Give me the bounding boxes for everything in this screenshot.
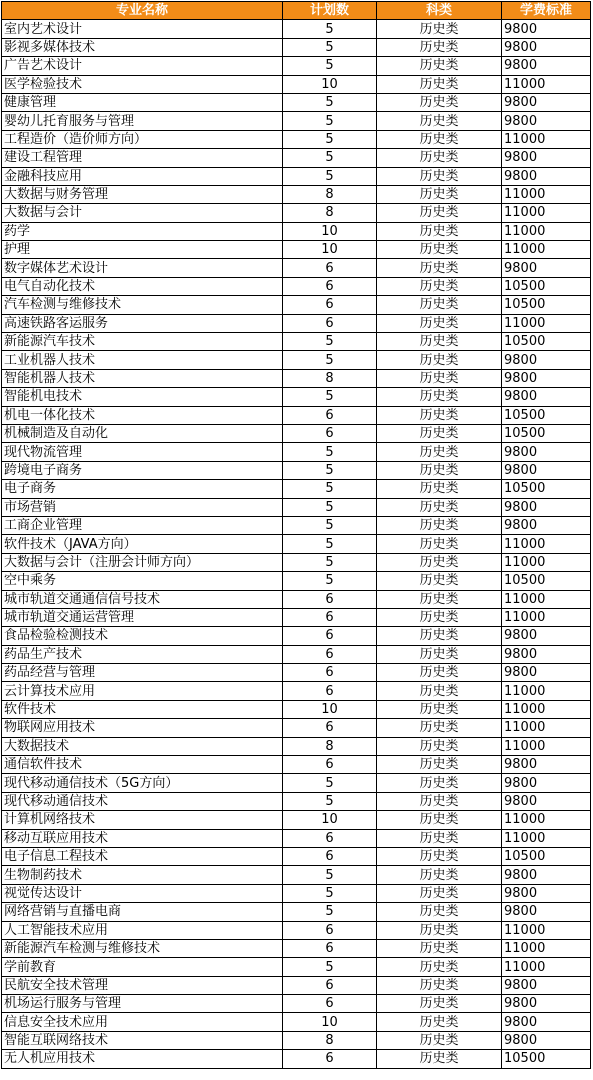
table-row bbox=[2, 259, 591, 277]
major-name-cell: 室内艺术设计 bbox=[2, 20, 283, 38]
table-row bbox=[2, 130, 591, 148]
table-row bbox=[2, 1013, 591, 1031]
plan-count-cell: 5 bbox=[283, 480, 377, 498]
subject-category-cell: 历史类 bbox=[377, 939, 502, 957]
subject-category-cell: 历史类 bbox=[377, 719, 502, 737]
table-row bbox=[2, 627, 591, 645]
plan-count-cell: 6 bbox=[283, 406, 377, 424]
tuition-cell: 9800 bbox=[502, 461, 591, 479]
major-name-cell: 金融科技应用 bbox=[2, 167, 283, 185]
plan-count-cell: 5 bbox=[283, 516, 377, 534]
major-name-cell: 学前教育 bbox=[2, 958, 283, 976]
subject-category-cell: 历史类 bbox=[377, 847, 502, 865]
tuition-cell: 9800 bbox=[502, 884, 591, 902]
table-row bbox=[2, 167, 591, 185]
table-row bbox=[2, 406, 591, 424]
table-row bbox=[2, 498, 591, 516]
major-name-cell: 大数据与会计 bbox=[2, 204, 283, 222]
table-row bbox=[2, 480, 591, 498]
major-name-cell: 电子商务 bbox=[2, 480, 283, 498]
table-row bbox=[2, 296, 591, 314]
major-name-cell: 计算机网络技术 bbox=[2, 811, 283, 829]
tuition-cell: 9800 bbox=[502, 112, 591, 130]
tuition-cell: 9800 bbox=[502, 1013, 591, 1031]
subject-category-cell: 历史类 bbox=[377, 664, 502, 682]
major-name-cell: 软件技术 bbox=[2, 700, 283, 718]
plan-count-cell: 6 bbox=[283, 608, 377, 626]
subject-category-cell: 历史类 bbox=[377, 737, 502, 755]
tuition-cell: 11000 bbox=[502, 241, 591, 259]
major-name-cell: 信息安全技术应用 bbox=[2, 1013, 283, 1031]
tuition-cell: 9800 bbox=[502, 149, 591, 167]
tuition-cell: 9800 bbox=[502, 38, 591, 56]
major-name-cell: 电气自动化技术 bbox=[2, 277, 283, 295]
subject-category-cell: 历史类 bbox=[377, 333, 502, 351]
table-row bbox=[2, 700, 591, 718]
tuition-cell: 9800 bbox=[502, 369, 591, 387]
major-name-cell: 机场运行服务与管理 bbox=[2, 995, 283, 1013]
plan-count-cell: 5 bbox=[283, 572, 377, 590]
major-name-cell: 城市轨道交通运营管理 bbox=[2, 608, 283, 626]
plan-count-cell: 5 bbox=[283, 388, 377, 406]
major-name-cell: 护理 bbox=[2, 241, 283, 259]
major-name-cell: 广告艺术设计 bbox=[2, 57, 283, 75]
plan-count-cell: 5 bbox=[283, 130, 377, 148]
subject-category-cell: 历史类 bbox=[377, 884, 502, 902]
table-row bbox=[2, 884, 591, 902]
tuition-cell: 9800 bbox=[502, 995, 591, 1013]
major-name-cell: 机械制造及自动化 bbox=[2, 424, 283, 442]
table-row bbox=[2, 866, 591, 884]
subject-category-cell: 历史类 bbox=[377, 516, 502, 534]
plan-count-cell: 5 bbox=[283, 93, 377, 111]
subject-category-cell: 历史类 bbox=[377, 130, 502, 148]
tuition-cell: 11000 bbox=[502, 314, 591, 332]
major-name-cell: 软件技术（JAVA方向） bbox=[2, 535, 283, 553]
plan-count-cell: 6 bbox=[283, 847, 377, 865]
major-name-cell: 生物制药技术 bbox=[2, 866, 283, 884]
subject-category-cell: 历史类 bbox=[377, 424, 502, 442]
plan-count-cell: 6 bbox=[283, 277, 377, 295]
major-name-cell: 跨境电子商务 bbox=[2, 461, 283, 479]
table-row bbox=[2, 792, 591, 810]
plan-count-cell: 10 bbox=[283, 811, 377, 829]
plan-count-cell: 5 bbox=[283, 38, 377, 56]
tuition-cell: 10500 bbox=[502, 277, 591, 295]
subject-category-cell: 历史类 bbox=[377, 792, 502, 810]
subject-category-cell: 历史类 bbox=[377, 406, 502, 424]
major-name-cell: 智能互联网络技术 bbox=[2, 1031, 283, 1049]
plan-count-cell: 5 bbox=[283, 57, 377, 75]
plan-count-cell: 5 bbox=[283, 112, 377, 130]
table-row bbox=[2, 93, 591, 111]
tuition-cell: 11000 bbox=[502, 682, 591, 700]
plan-count-cell: 6 bbox=[283, 259, 377, 277]
plan-count-cell: 8 bbox=[283, 204, 377, 222]
tuition-cell: 9800 bbox=[502, 774, 591, 792]
plan-count-cell: 6 bbox=[283, 939, 377, 957]
major-name-cell: 城市轨道交通通信信号技术 bbox=[2, 590, 283, 608]
plan-count-cell: 8 bbox=[283, 1031, 377, 1049]
major-name-cell: 智能机电技术 bbox=[2, 388, 283, 406]
subject-category-cell: 历史类 bbox=[377, 1031, 502, 1049]
tuition-cell: 10500 bbox=[502, 333, 591, 351]
table-row bbox=[2, 756, 591, 774]
tuition-cell: 11000 bbox=[502, 222, 591, 240]
plan-count-cell: 5 bbox=[283, 461, 377, 479]
subject-category-cell: 历史类 bbox=[377, 167, 502, 185]
major-name-cell: 大数据与财务管理 bbox=[2, 185, 283, 203]
major-name-cell: 人工智能技术应用 bbox=[2, 921, 283, 939]
table-row bbox=[2, 903, 591, 921]
plan-count-cell: 10 bbox=[283, 241, 377, 259]
subject-category-cell: 历史类 bbox=[377, 553, 502, 571]
plan-count-cell: 5 bbox=[283, 498, 377, 516]
table-row bbox=[2, 535, 591, 553]
subject-category-cell: 历史类 bbox=[377, 535, 502, 553]
table-row bbox=[2, 351, 591, 369]
subject-category-cell: 历史类 bbox=[377, 149, 502, 167]
subject-category-cell: 历史类 bbox=[377, 369, 502, 387]
plan-count-cell: 6 bbox=[283, 296, 377, 314]
plan-count-cell: 10 bbox=[283, 75, 377, 93]
header-major-name: 专业名称 bbox=[2, 2, 283, 20]
tuition-cell: 11000 bbox=[502, 939, 591, 957]
tuition-cell: 11000 bbox=[502, 608, 591, 626]
subject-category-cell: 历史类 bbox=[377, 645, 502, 663]
subject-category-cell: 历史类 bbox=[377, 204, 502, 222]
header-subject-category: 科类 bbox=[377, 2, 502, 20]
plan-count-cell: 8 bbox=[283, 185, 377, 203]
plan-count-cell: 5 bbox=[283, 149, 377, 167]
plan-count-cell: 6 bbox=[283, 756, 377, 774]
major-name-cell: 新能源汽车检测与维修技术 bbox=[2, 939, 283, 957]
major-name-cell: 高速铁路客运服务 bbox=[2, 314, 283, 332]
table-row bbox=[2, 204, 591, 222]
tuition-cell: 10500 bbox=[502, 847, 591, 865]
plan-count-cell: 5 bbox=[283, 20, 377, 38]
plan-count-cell: 5 bbox=[283, 351, 377, 369]
major-name-cell: 食品检验检测技术 bbox=[2, 627, 283, 645]
plan-count-cell: 6 bbox=[283, 682, 377, 700]
major-name-cell: 建设工程管理 bbox=[2, 149, 283, 167]
major-name-cell: 工商企业管理 bbox=[2, 516, 283, 534]
major-name-cell: 机电一体化技术 bbox=[2, 406, 283, 424]
table-row bbox=[2, 149, 591, 167]
header-tuition: 学费标准 bbox=[502, 2, 591, 20]
plan-count-cell: 6 bbox=[283, 424, 377, 442]
table-header-row bbox=[2, 2, 591, 20]
subject-category-cell: 历史类 bbox=[377, 185, 502, 203]
table-row bbox=[2, 976, 591, 994]
subject-category-cell: 历史类 bbox=[377, 995, 502, 1013]
subject-category-cell: 历史类 bbox=[377, 222, 502, 240]
major-name-cell: 网络营销与直播电商 bbox=[2, 903, 283, 921]
subject-category-cell: 历史类 bbox=[377, 829, 502, 847]
subject-category-cell: 历史类 bbox=[377, 756, 502, 774]
subject-category-cell: 历史类 bbox=[377, 241, 502, 259]
table-row bbox=[2, 645, 591, 663]
major-name-cell: 汽车检测与维修技术 bbox=[2, 296, 283, 314]
major-name-cell: 大数据与会计（注册会计师方向） bbox=[2, 553, 283, 571]
tuition-cell: 11000 bbox=[502, 535, 591, 553]
subject-category-cell: 历史类 bbox=[377, 811, 502, 829]
table-row bbox=[2, 921, 591, 939]
subject-category-cell: 历史类 bbox=[377, 866, 502, 884]
subject-category-cell: 历史类 bbox=[377, 608, 502, 626]
tuition-cell: 11000 bbox=[502, 958, 591, 976]
tuition-cell: 11000 bbox=[502, 130, 591, 148]
table-row bbox=[2, 461, 591, 479]
table-row bbox=[2, 608, 591, 626]
table-row bbox=[2, 57, 591, 75]
major-name-cell: 药品经营与管理 bbox=[2, 664, 283, 682]
plan-count-cell: 5 bbox=[283, 167, 377, 185]
major-name-cell: 工业机器人技术 bbox=[2, 351, 283, 369]
plan-count-cell: 6 bbox=[283, 921, 377, 939]
major-name-cell: 现代移动通信技术（5G方向） bbox=[2, 774, 283, 792]
tuition-cell: 9800 bbox=[502, 167, 591, 185]
subject-category-cell: 历史类 bbox=[377, 75, 502, 93]
subject-category-cell: 历史类 bbox=[377, 57, 502, 75]
table-row bbox=[2, 847, 591, 865]
subject-category-cell: 历史类 bbox=[377, 572, 502, 590]
plan-count-cell: 10 bbox=[283, 222, 377, 240]
subject-category-cell: 历史类 bbox=[377, 480, 502, 498]
major-name-cell: 电子信息工程技术 bbox=[2, 847, 283, 865]
plan-count-cell: 6 bbox=[283, 645, 377, 663]
table-row bbox=[2, 572, 591, 590]
major-name-cell: 药学 bbox=[2, 222, 283, 240]
table-row bbox=[2, 424, 591, 442]
tuition-cell: 9800 bbox=[502, 93, 591, 111]
major-name-cell: 空中乘务 bbox=[2, 572, 283, 590]
tuition-cell: 9800 bbox=[502, 259, 591, 277]
tuition-cell: 10500 bbox=[502, 296, 591, 314]
tuition-cell: 9800 bbox=[502, 903, 591, 921]
tuition-cell: 9800 bbox=[502, 792, 591, 810]
tuition-cell: 11000 bbox=[502, 590, 591, 608]
table-row bbox=[2, 75, 591, 93]
plan-count-cell: 6 bbox=[283, 995, 377, 1013]
major-name-cell: 婴幼儿托育服务与管理 bbox=[2, 112, 283, 130]
major-name-cell: 健康管理 bbox=[2, 93, 283, 111]
tuition-cell: 11000 bbox=[502, 204, 591, 222]
major-name-cell: 大数据技术 bbox=[2, 737, 283, 755]
major-name-cell: 民航安全技术管理 bbox=[2, 976, 283, 994]
subject-category-cell: 历史类 bbox=[377, 1013, 502, 1031]
plan-count-cell: 8 bbox=[283, 369, 377, 387]
plan-count-cell: 5 bbox=[283, 958, 377, 976]
table-row bbox=[2, 737, 591, 755]
tuition-cell: 9800 bbox=[502, 351, 591, 369]
tuition-cell: 9800 bbox=[502, 664, 591, 682]
plan-count-cell: 6 bbox=[283, 829, 377, 847]
table-row bbox=[2, 811, 591, 829]
subject-category-cell: 历史类 bbox=[377, 38, 502, 56]
plan-count-cell: 6 bbox=[283, 627, 377, 645]
major-name-cell: 智能机器人技术 bbox=[2, 369, 283, 387]
subject-category-cell: 历史类 bbox=[377, 314, 502, 332]
subject-category-cell: 历史类 bbox=[377, 590, 502, 608]
tuition-cell: 11000 bbox=[502, 921, 591, 939]
table-row bbox=[2, 939, 591, 957]
tuition-cell: 9800 bbox=[502, 866, 591, 884]
tuition-cell: 11000 bbox=[502, 75, 591, 93]
tuition-cell: 9800 bbox=[502, 498, 591, 516]
tuition-cell: 10500 bbox=[502, 480, 591, 498]
plan-count-cell: 5 bbox=[283, 774, 377, 792]
major-name-cell: 影视多媒体技术 bbox=[2, 38, 283, 56]
table-row bbox=[2, 20, 591, 38]
major-name-cell: 工程造价（造价师方向） bbox=[2, 130, 283, 148]
major-name-cell: 移动互联应用技术 bbox=[2, 829, 283, 847]
tuition-cell: 9800 bbox=[502, 756, 591, 774]
subject-category-cell: 历史类 bbox=[377, 112, 502, 130]
major-name-cell: 现代移动通信技术 bbox=[2, 792, 283, 810]
plan-count-cell: 10 bbox=[283, 1013, 377, 1031]
table-row bbox=[2, 38, 591, 56]
major-name-cell: 通信软件技术 bbox=[2, 756, 283, 774]
subject-category-cell: 历史类 bbox=[377, 93, 502, 111]
subject-category-cell: 历史类 bbox=[377, 259, 502, 277]
tuition-cell: 9800 bbox=[502, 627, 591, 645]
table-row bbox=[2, 1031, 591, 1049]
subject-category-cell: 历史类 bbox=[377, 627, 502, 645]
tuition-cell: 11000 bbox=[502, 737, 591, 755]
major-name-cell: 现代物流管理 bbox=[2, 443, 283, 461]
major-name-cell: 药品生产技术 bbox=[2, 645, 283, 663]
plan-count-cell: 6 bbox=[283, 1050, 377, 1068]
subject-category-cell: 历史类 bbox=[377, 461, 502, 479]
table-row bbox=[2, 369, 591, 387]
plan-count-cell: 5 bbox=[283, 903, 377, 921]
table-row bbox=[2, 1050, 591, 1068]
table-row bbox=[2, 185, 591, 203]
major-name-cell: 医学检验技术 bbox=[2, 75, 283, 93]
table-row bbox=[2, 553, 591, 571]
subject-category-cell: 历史类 bbox=[377, 700, 502, 718]
table-row bbox=[2, 314, 591, 332]
plan-count-cell: 6 bbox=[283, 719, 377, 737]
table-row bbox=[2, 277, 591, 295]
tuition-cell: 9800 bbox=[502, 645, 591, 663]
tuition-cell: 11000 bbox=[502, 185, 591, 203]
plan-count-cell: 6 bbox=[283, 314, 377, 332]
subject-category-cell: 历史类 bbox=[377, 1050, 502, 1068]
subject-category-cell: 历史类 bbox=[377, 443, 502, 461]
tuition-cell: 11000 bbox=[502, 719, 591, 737]
plan-count-cell: 10 bbox=[283, 700, 377, 718]
subject-category-cell: 历史类 bbox=[377, 296, 502, 314]
subject-category-cell: 历史类 bbox=[377, 498, 502, 516]
header-plan-count: 计划数 bbox=[283, 2, 377, 20]
table-row bbox=[2, 443, 591, 461]
table-row bbox=[2, 241, 591, 259]
subject-category-cell: 历史类 bbox=[377, 958, 502, 976]
major-name-cell: 新能源汽车技术 bbox=[2, 333, 283, 351]
plan-count-cell: 8 bbox=[283, 737, 377, 755]
tuition-cell: 11000 bbox=[502, 553, 591, 571]
table-row bbox=[2, 333, 591, 351]
plan-count-cell: 5 bbox=[283, 535, 377, 553]
major-name-cell: 云计算技术应用 bbox=[2, 682, 283, 700]
plan-count-cell: 6 bbox=[283, 590, 377, 608]
table-row bbox=[2, 112, 591, 130]
subject-category-cell: 历史类 bbox=[377, 351, 502, 369]
plan-count-cell: 5 bbox=[283, 553, 377, 571]
tuition-cell: 9800 bbox=[502, 20, 591, 38]
table-row bbox=[2, 995, 591, 1013]
table-row bbox=[2, 222, 591, 240]
table-row bbox=[2, 829, 591, 847]
major-name-cell: 物联网应用技术 bbox=[2, 719, 283, 737]
table-row bbox=[2, 516, 591, 534]
major-name-cell: 视觉传达设计 bbox=[2, 884, 283, 902]
plan-count-cell: 5 bbox=[283, 333, 377, 351]
plan-count-cell: 5 bbox=[283, 866, 377, 884]
tuition-cell: 10500 bbox=[502, 424, 591, 442]
tuition-cell: 11000 bbox=[502, 811, 591, 829]
major-name-cell: 无人机应用技术 bbox=[2, 1050, 283, 1068]
plan-count-cell: 6 bbox=[283, 976, 377, 994]
tuition-cell: 9800 bbox=[502, 976, 591, 994]
subject-category-cell: 历史类 bbox=[377, 20, 502, 38]
tuition-cell: 10500 bbox=[502, 406, 591, 424]
subject-category-cell: 历史类 bbox=[377, 388, 502, 406]
tuition-cell: 9800 bbox=[502, 1031, 591, 1049]
subject-category-cell: 历史类 bbox=[377, 921, 502, 939]
major-name-cell: 市场营销 bbox=[2, 498, 283, 516]
subject-category-cell: 历史类 bbox=[377, 976, 502, 994]
tuition-cell: 11000 bbox=[502, 700, 591, 718]
table-row bbox=[2, 590, 591, 608]
subject-category-cell: 历史类 bbox=[377, 903, 502, 921]
tuition-cell: 10500 bbox=[502, 1050, 591, 1068]
tuition-cell: 9800 bbox=[502, 388, 591, 406]
tuition-cell: 11000 bbox=[502, 829, 591, 847]
table-row bbox=[2, 774, 591, 792]
table-row bbox=[2, 388, 591, 406]
table-row bbox=[2, 682, 591, 700]
subject-category-cell: 历史类 bbox=[377, 774, 502, 792]
plan-count-cell: 5 bbox=[283, 443, 377, 461]
table-row bbox=[2, 664, 591, 682]
table-row bbox=[2, 719, 591, 737]
table-body bbox=[2, 20, 591, 1068]
tuition-cell: 9800 bbox=[502, 516, 591, 534]
tuition-cell: 9800 bbox=[502, 443, 591, 461]
tuition-cell: 10500 bbox=[502, 572, 591, 590]
tuition-cell: 9800 bbox=[502, 57, 591, 75]
plan-count-cell: 6 bbox=[283, 664, 377, 682]
table-row bbox=[2, 958, 591, 976]
enrollment-plan-table bbox=[1, 1, 591, 1069]
subject-category-cell: 历史类 bbox=[377, 682, 502, 700]
plan-count-cell: 5 bbox=[283, 884, 377, 902]
plan-count-cell: 5 bbox=[283, 792, 377, 810]
major-name-cell: 数字媒体艺术设计 bbox=[2, 259, 283, 277]
subject-category-cell: 历史类 bbox=[377, 277, 502, 295]
